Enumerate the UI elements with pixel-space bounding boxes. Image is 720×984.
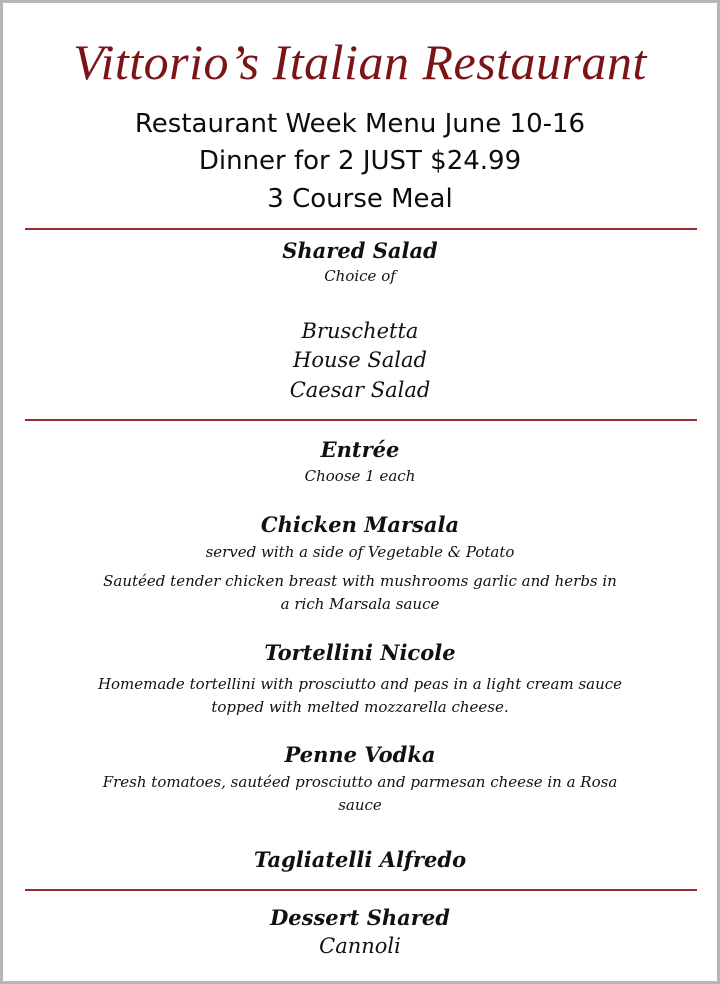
salad-option: Bruschetta: [301, 319, 419, 343]
dish-description: Fresh tomatoes, sautéed prosciutto and parmesan cheese in a Rosa: [102, 773, 618, 791]
restaurant-title: Vittorio’s Italian Restaurant: [73, 34, 647, 90]
entree-heading: Entrée: [320, 437, 400, 462]
menu-page: [3, 3, 717, 981]
dish-name: Tortellini Nicole: [264, 640, 456, 665]
dessert-item: Cannoli: [319, 934, 401, 958]
price-line: Dinner for 2 JUST $24.99: [198, 146, 522, 176]
dish-name: Chicken Marsala: [260, 512, 460, 537]
dish-side: served with a side of Vegetable & Potato: [205, 543, 515, 561]
dish-description: sauce: [338, 796, 382, 814]
dish-name: Penne Vodka: [284, 742, 436, 767]
dessert-heading: Dessert Shared: [270, 905, 450, 930]
dish-description: topped with melted mozzarella cheese.: [211, 698, 509, 716]
salad-option: House Salad: [293, 348, 427, 372]
salad-option: Caesar Salad: [289, 378, 431, 402]
dish-description: Homemade tortellini with prosciutto and peas in a light cream sauce: [97, 675, 623, 693]
course-line: 3 Course Meal: [267, 184, 453, 214]
divider-top: [25, 228, 697, 230]
dish-name: Tagliatelli Alfredo: [253, 847, 467, 872]
dish-description: a rich Marsala sauce: [280, 595, 440, 613]
dish-description: Sautéed tender chicken breast with mushrooms garlic and herbs in: [103, 572, 617, 590]
divider-entree: [25, 889, 697, 891]
menu-week-line: Restaurant Week Menu June 10-16: [134, 109, 586, 139]
salad-note: Choice of: [324, 267, 396, 285]
salad-heading: Shared Salad: [282, 238, 438, 263]
divider-salad: [25, 419, 697, 421]
entree-note: Choose 1 each: [304, 467, 416, 485]
